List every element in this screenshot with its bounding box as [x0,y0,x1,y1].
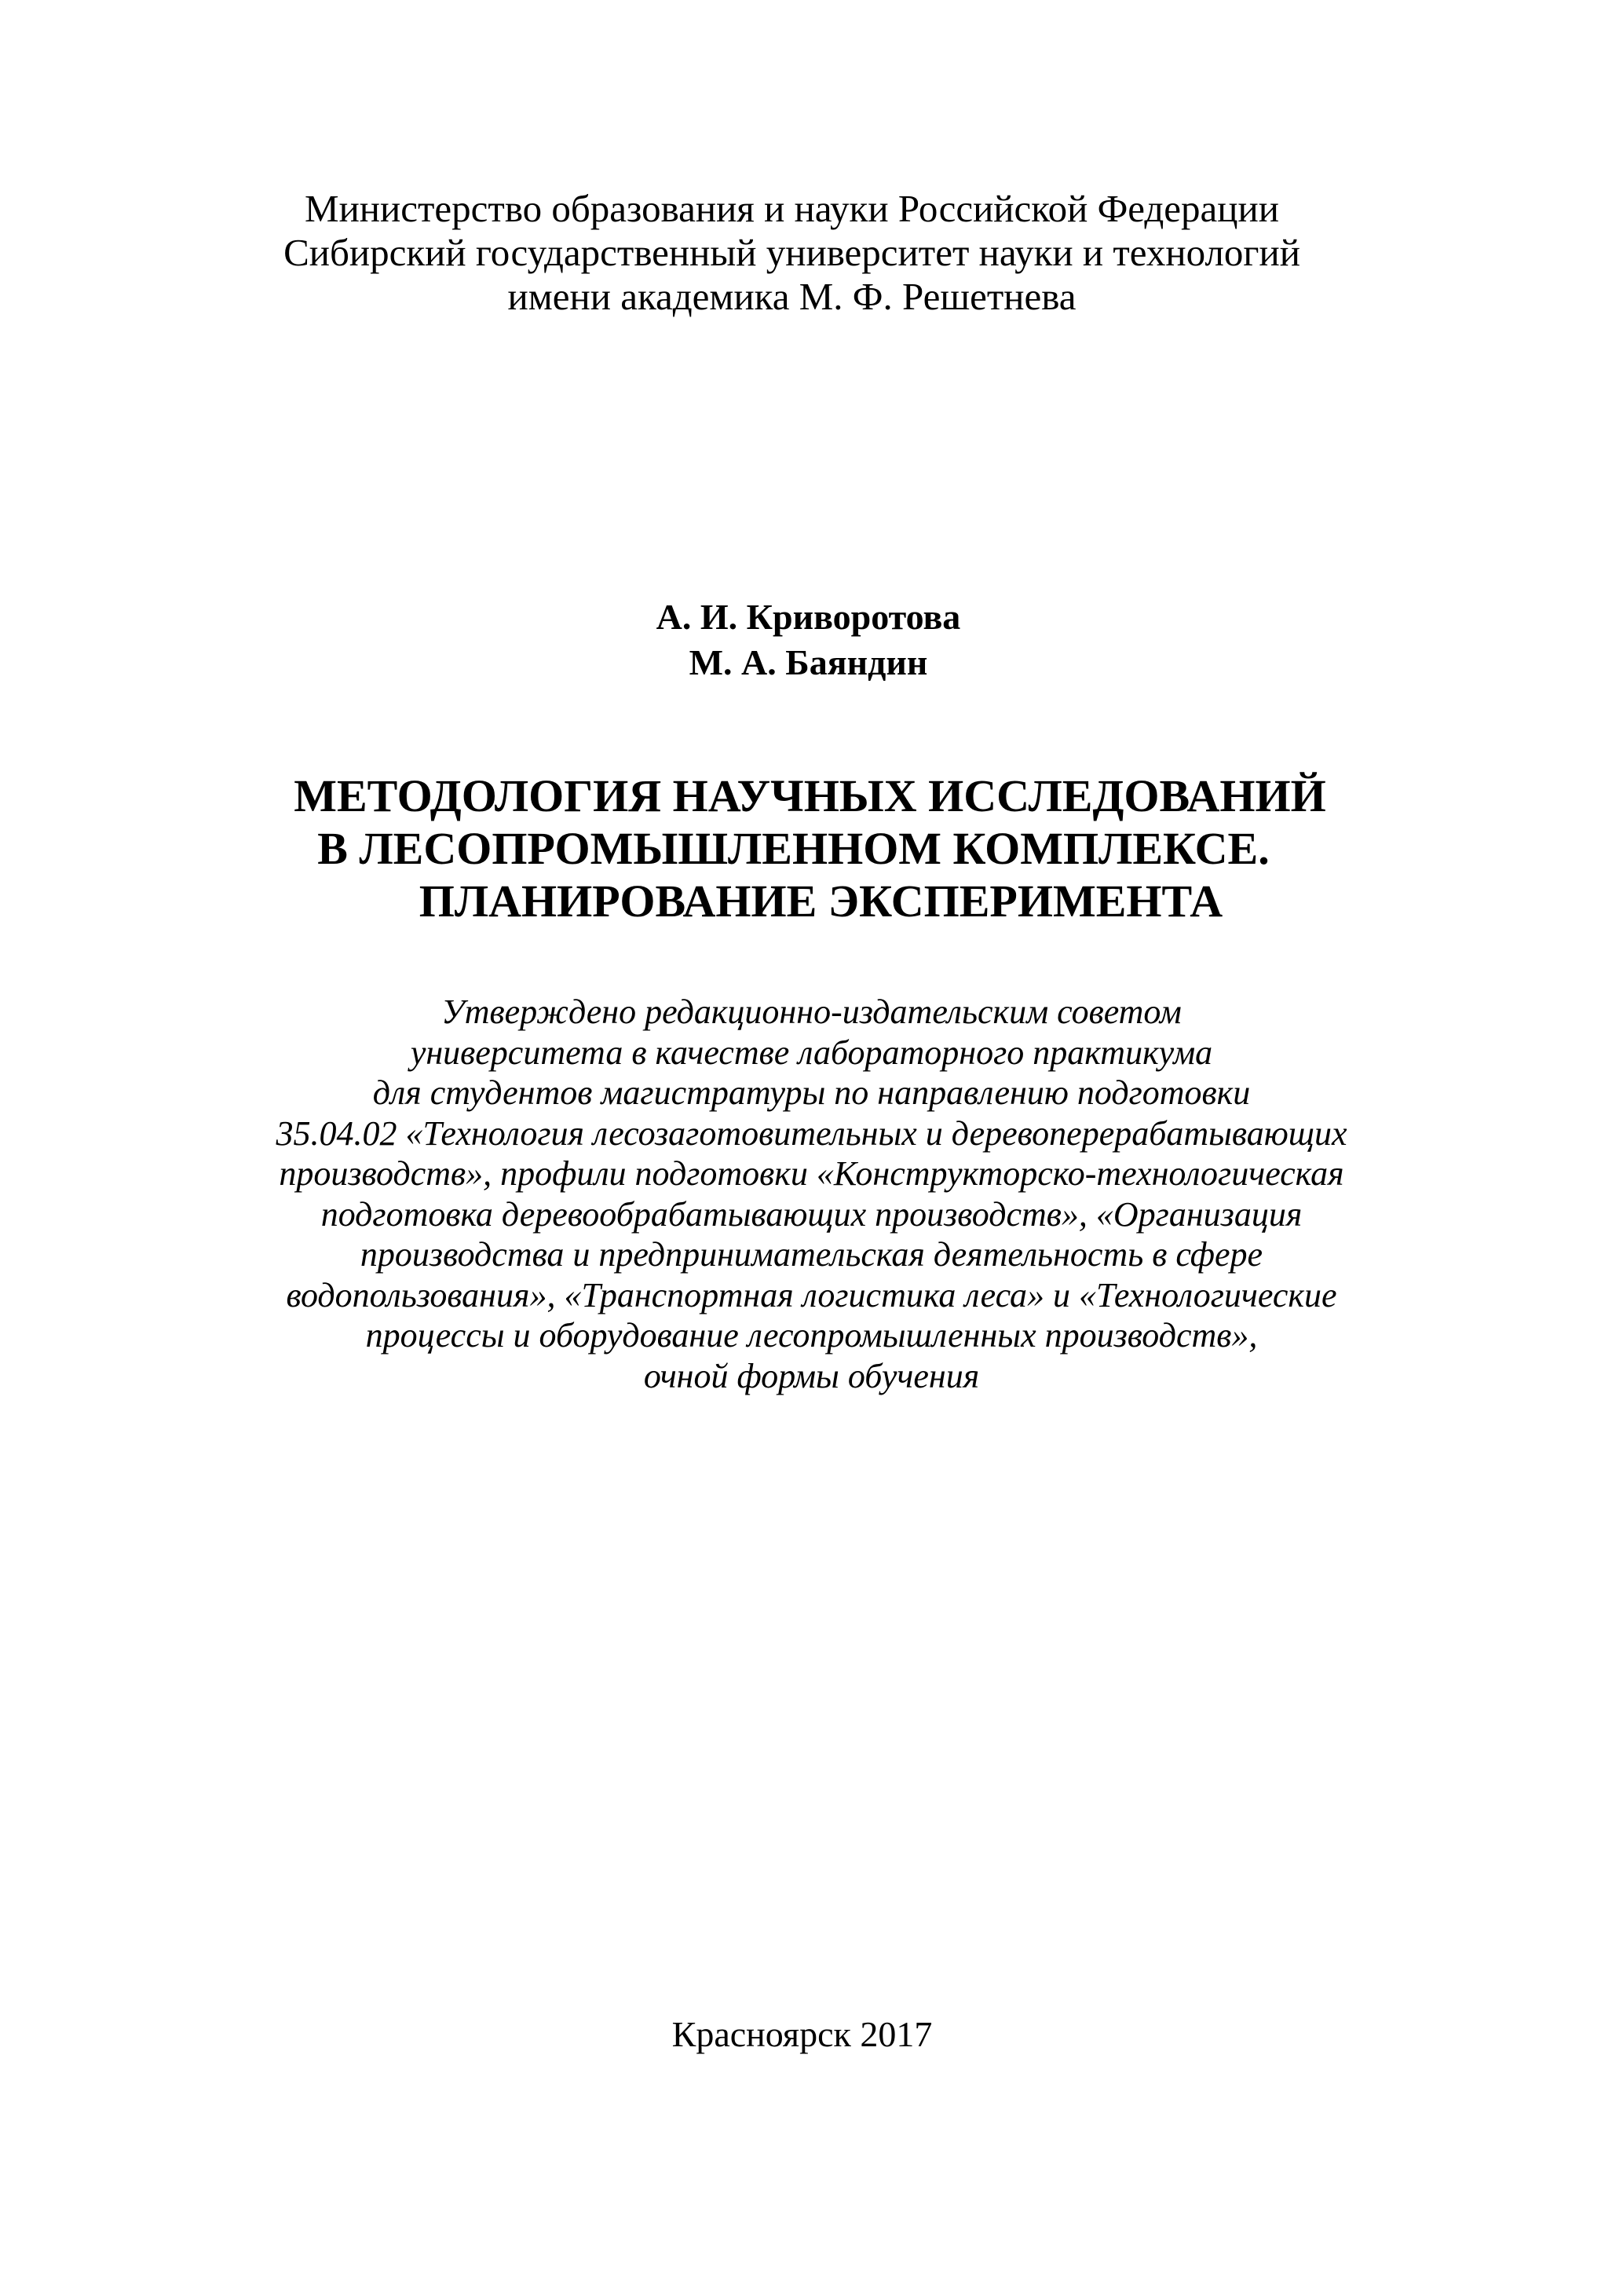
title-line: В ЛЕСОПРОМЫШЛЕННОМ КОМПЛЕКСЕ. [317,823,1270,874]
author-name: М. А. Баяндин [689,642,928,682]
title-line: ПЛАНИРОВАНИЕ ЭКСПЕРИМЕНТА [419,876,1223,927]
title-line: МЕТОДОЛОГИЯ НАУЧНЫХ ИССЛЕДОВАНИЙ [294,770,1326,821]
approval-line: производства и предпринимательская деятельность в сфере [360,1235,1263,1274]
institution-header [0,187,1623,319]
approval-line: подготовка деревообрабатывающих производств», «Организация [320,1194,1303,1234]
document-title [0,770,1623,927]
approval-line: очной формы обучения [643,1356,980,1395]
approval-line: университета в качестве лабораторного практикума [410,1033,1213,1072]
authors [0,594,1623,686]
approval-line: Утверждено редакционно-издательским советом [441,993,1182,1031]
approval-line: процессы и оборудование лесопромышленных производств», [365,1316,1258,1355]
university-line: Сибирский государственный университет науки и технологий [283,231,1300,274]
ministry-line: Министерство образования и науки Российской Федерации [305,187,1279,230]
approval-statement [0,992,1623,1396]
approval-line: для студентов магистратуры по направлению подготовки [372,1073,1251,1112]
city-year: Красноярск 2017 [671,2014,933,2054]
approval-line: 35.04.02 «Технология лесозаготовительных и деревоперерабатывающих [276,1113,1347,1153]
approval-line: водопользования», «Транспортная логистика леса» и «Технологические [286,1275,1337,1314]
publication-imprint [0,2013,1623,2057]
author-name: А. И. Криворотова [656,597,961,637]
university-namesake-line: имени академика М. Ф. Решетнева [507,275,1077,318]
approval-line: производств», профили подготовки «Конструкторско-технологическая [279,1154,1344,1193]
